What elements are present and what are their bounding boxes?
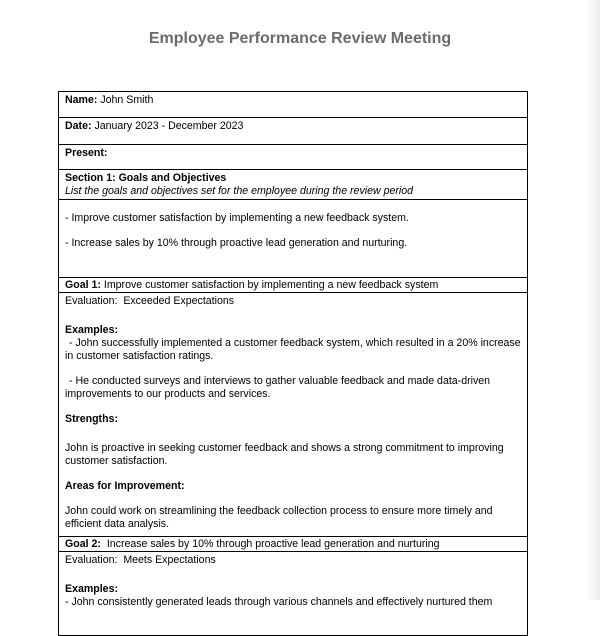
goal2-evaluation-cell <box>59 552 528 636</box>
goal2-evaluation-label: Evaluation: <box>65 554 118 566</box>
goals-list-row <box>59 200 528 278</box>
goal1-text: Improve customer satisfaction by implementing a new feedback system <box>103 279 439 291</box>
date-value: January 2023 - December 2023 <box>94 120 244 132</box>
date-label: Date: <box>65 120 92 132</box>
goal1-label: Goal 1: <box>65 279 101 291</box>
goal1-improvement-text: John could work on streamlining the feedback collection process to ensure more timely and efficient data analysis. <box>65 505 493 530</box>
goal1-cell <box>59 278 528 293</box>
goal1-examples-label: Examples: <box>65 324 118 336</box>
goal1-strengths-text: John is proactive in seeking customer feedback and shows a strong commitment to improving customer satisfaction. <box>65 442 504 467</box>
review-table <box>58 91 528 636</box>
goal1-example: - He conducted surveys and interviews to gather valuable feedback and made data-driven improvements to our products and services. <box>65 375 491 400</box>
present-row <box>59 145 528 170</box>
goal1-evaluation-label: Evaluation: <box>65 295 118 307</box>
goal1-evaluation-row <box>59 293 528 537</box>
goal2-examples-label: Examples: <box>65 583 118 595</box>
present-cell <box>59 145 528 170</box>
section1-title: Section 1: Goals and Objectives <box>65 172 227 184</box>
goal2-evaluation-value: Meets Expectations <box>123 554 216 566</box>
goal2-evaluation-row <box>59 552 528 636</box>
goal1-evaluation-cell <box>59 293 528 537</box>
goal2-text: Increase sales by 10% through proactive lead generation and nurturing <box>106 538 440 550</box>
page-edge-shadow <box>586 0 600 600</box>
goal-list-item: - Increase sales by 10% through proactive lead generation and nurturing. <box>65 237 408 249</box>
goal2-row <box>59 537 528 552</box>
name-label: Name: <box>65 94 98 106</box>
goal2-example: - John consistently generated leads through various channels and effectively nurtured them <box>65 596 493 608</box>
goal1-improvement-label: Areas for Improvement: <box>65 480 185 492</box>
goal1-strengths-label: Strengths: <box>65 413 118 425</box>
goal-list-item: - Improve customer satisfaction by implementing a new feedback system. <box>65 212 409 224</box>
section1-cell <box>59 170 528 200</box>
goal2-label: Goal 2: <box>65 538 101 550</box>
goal1-row <box>59 278 528 293</box>
goal1-example: - John successfully implemented a customer feedback system, which resulted in a 20% increase in customer satisfaction ratings. <box>65 337 521 362</box>
goals-list-cell <box>59 200 528 278</box>
section1-row <box>59 170 528 200</box>
page-title: Employee Performance Review Meeting <box>148 30 452 47</box>
goal1-evaluation-value: Exceeded Expectations <box>123 295 235 307</box>
date-row <box>59 118 528 145</box>
name-cell <box>59 92 528 118</box>
name-row <box>59 92 528 118</box>
section1-instruction: List the goals and objectives set for the employee during the review period <box>65 185 414 197</box>
name-value: John Smith <box>100 94 154 106</box>
present-label: Present: <box>65 147 108 159</box>
date-cell <box>59 118 528 145</box>
goal2-cell <box>59 537 528 552</box>
